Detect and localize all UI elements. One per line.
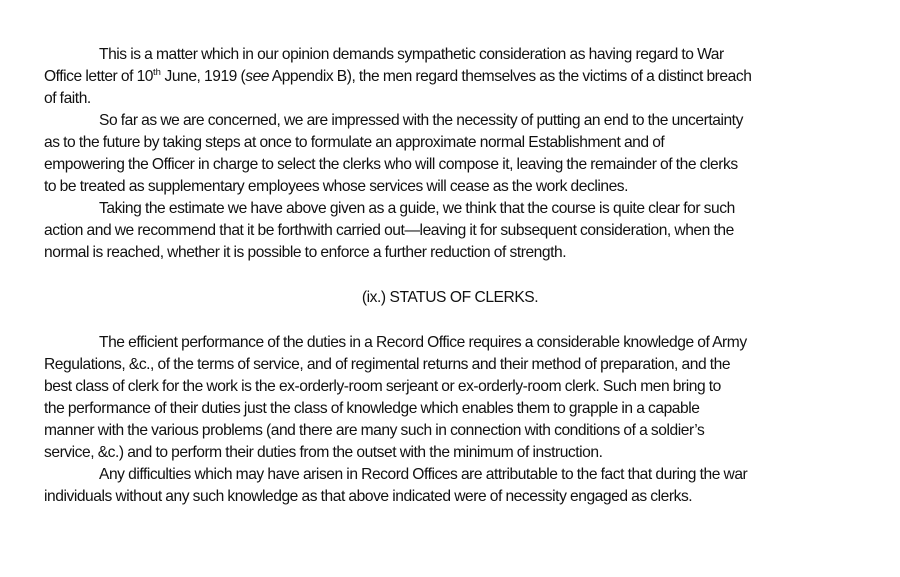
text-line: to be treated as supplementary employees whose services will cease as the work declines. — [44, 178, 629, 195]
text-line: manner with the various problems (and there are many such in connection with conditions of a soldier’s — [44, 422, 705, 439]
text-line: So far as we are concerned, we are impressed with the necessity of putting an end to the uncertainty — [99, 112, 743, 129]
text-line: as to the future by taking steps at once to formulate an approximate normal Establishment and of — [44, 134, 665, 151]
text-line: individuals without any such knowledge as that above indicated were of necessity engaged as clerks. — [44, 488, 693, 505]
italic-see: see — [245, 68, 270, 85]
text-line: empowering the Officer in charge to select the clerks who will compose it, leaving the remainder of the clerks — [44, 156, 738, 173]
text-fragment: Office letter of 10 — [44, 68, 154, 85]
section-heading: (ix.) STATUS OF CLERKS. — [361, 289, 539, 306]
text-line: normal is reached, whether it is possible to enforce a further reduction of strength. — [44, 244, 567, 261]
text-line: service, &c.) and to perform their duties from the outset with the minimum of instruction. — [44, 444, 603, 461]
text-line: Taking the estimate we have above given as a guide, we think that the course is quite clear for such — [99, 200, 735, 217]
superscript-ordinal: th — [153, 67, 161, 78]
paragraph-establishment — [44, 110, 864, 198]
text-line: The efficient performance of the duties in a Record Office requires a considerable knowledge of Army — [99, 334, 747, 351]
text-line: action and we recommend that it be forthwith carried out—leaving it for subsequent consideration, when the — [44, 222, 734, 239]
text-line: best class of clerk for the work is the ex-orderly-room serjeant or ex-orderly-room clerk. Such men bring to — [44, 378, 721, 395]
paragraph-efficient-performance — [44, 332, 864, 464]
paragraph-recommendation — [44, 198, 864, 264]
text-fragment: June, 1919 ( — [160, 68, 246, 85]
text-line: This is a matter which in our opinion demands sympathetic consideration as having regard to War — [99, 46, 724, 63]
spacer — [44, 309, 864, 332]
paragraph-difficulties — [44, 464, 864, 508]
text-line: Regulations, &c., of the terms of service, and of regimental returns and their method of preparation, and the — [44, 356, 731, 373]
paragraph-war-office-letter — [44, 44, 864, 110]
text-fragment: Appendix B), the men regard themselves as the victims of a distinct breach — [269, 68, 752, 85]
text-line: the performance of their duties just the class of knowledge which enables them to grapple in a capable — [44, 400, 700, 417]
spacer — [44, 264, 864, 287]
document-page — [44, 44, 864, 508]
text-line: Any difficulties which may have arisen in Record Offices are attributable to the fact that during the war — [99, 466, 748, 483]
text-line: of faith. — [44, 90, 91, 107]
text-line — [44, 66, 864, 88]
